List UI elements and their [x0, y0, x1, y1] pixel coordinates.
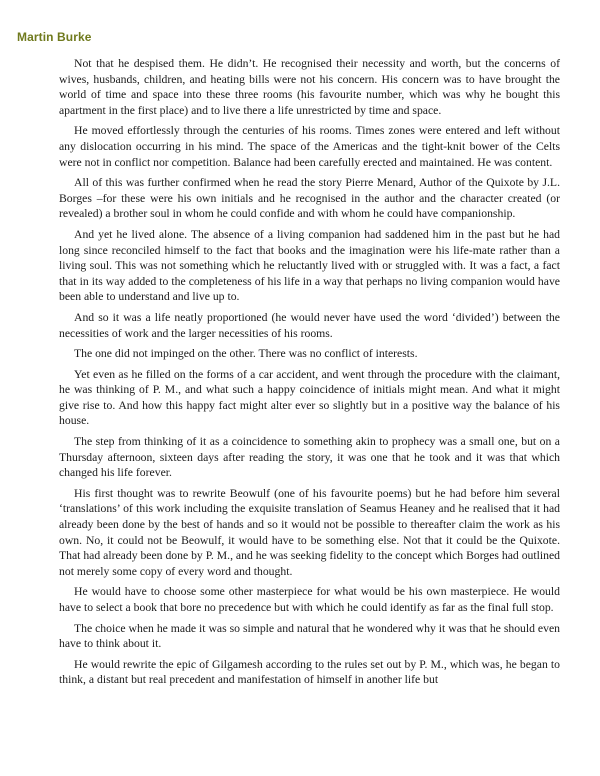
running-header-author: Martin Burke	[17, 30, 92, 44]
paragraph: And so it was a life neatly proportioned (he would never have used the word ‘divided’) between the necessities of work and the larger necessities of his rooms.	[59, 310, 560, 340]
paragraph: The choice when he made it was so simple and natural that he wondered why it was that he should even have to think about it.	[59, 621, 560, 651]
paragraph: The one did not impinged on the other. There was no conflict of interests.	[74, 347, 418, 361]
paragraph: He would rewrite the epic of Gilgamesh according to the rules set out by P. M., which was, he began to think, a distant but real precedent and manifestation of himself in another life but	[59, 657, 560, 687]
paragraph: Not that he despised them. He didn’t. He recognised their necessity and worth, but the concerns of wives, husbands, children, and heating bills were not his concern. His concern was to have brought the world of time and space into these three rooms (his favourite number, which was why he bought this apartment in the first place) and to live there a life unrestricted by time and space.	[59, 57, 560, 117]
paragraph: And yet he lived alone. The absence of a living companion had saddened him in the past but he had long since reconciled himself to the fact that books and the imagination were his life-mate rather than a living soul. This was not something which he reluctantly lived with or struggled with. It was a fact, a fact that in its way added to the completeness of his life in a way that perhaps no living companion would have been able to understand and live up to.	[59, 227, 560, 304]
paragraph: He moved effortlessly through the centuries of his rooms. Times zones were entered and left without any dislocation occurring in his mind. The space of the Americas and the tight-knit bower of the Celts were not in conflict nor competition. Balance had been carefully erected and maintained. He was content.	[59, 124, 560, 169]
paragraph: He would have to choose some other masterpiece for what would be his own masterpiece. He would have to select a book that bore no precedence but with which he could identify as far as the final full stop.	[59, 585, 560, 614]
paragraph: His first thought was to rewrite Beowulf (one of his favourite poems) but he had before him several ‘translations’ of this work including the exquisite translation of Seamus Heaney and he realised that it had already been done by the best of hands and so it would not be possible to thereafter claim the work as his own. No, it could not be Beowulf, it would have to be something else. Not that it could be the Quixote. That had already been done by P. M., and he was seeking fidelity to the concept which Borges had outlined not merely some copy of every word and thought.	[59, 486, 560, 578]
paragraph: The step from thinking of it as a coincidence to something akin to prophecy was a small one, but on a Thursday afternoon, sixteen days after reading the story, it was one that he took and it was that which changed his life forever.	[59, 435, 560, 480]
paragraph: Yet even as he filled on the forms of a car accident, and went through the procedure with the claimant, he was thinking of P. M., and what such a happy coincidence of initials might mean. And what it might give rise to. And how this happy fact might alter ever so slightly but in a positive way the balance of his house.	[59, 367, 560, 428]
paragraph: All of this was further confirmed when he read the story Pierre Menard, Author of the Quixote by J.L. Borges –for these were his own initials and he recognised in the author and the character created (or revealed) a brother soul in whom he could confide and with whom he could have companionship.	[59, 176, 560, 221]
body-text	[59, 56, 560, 693]
